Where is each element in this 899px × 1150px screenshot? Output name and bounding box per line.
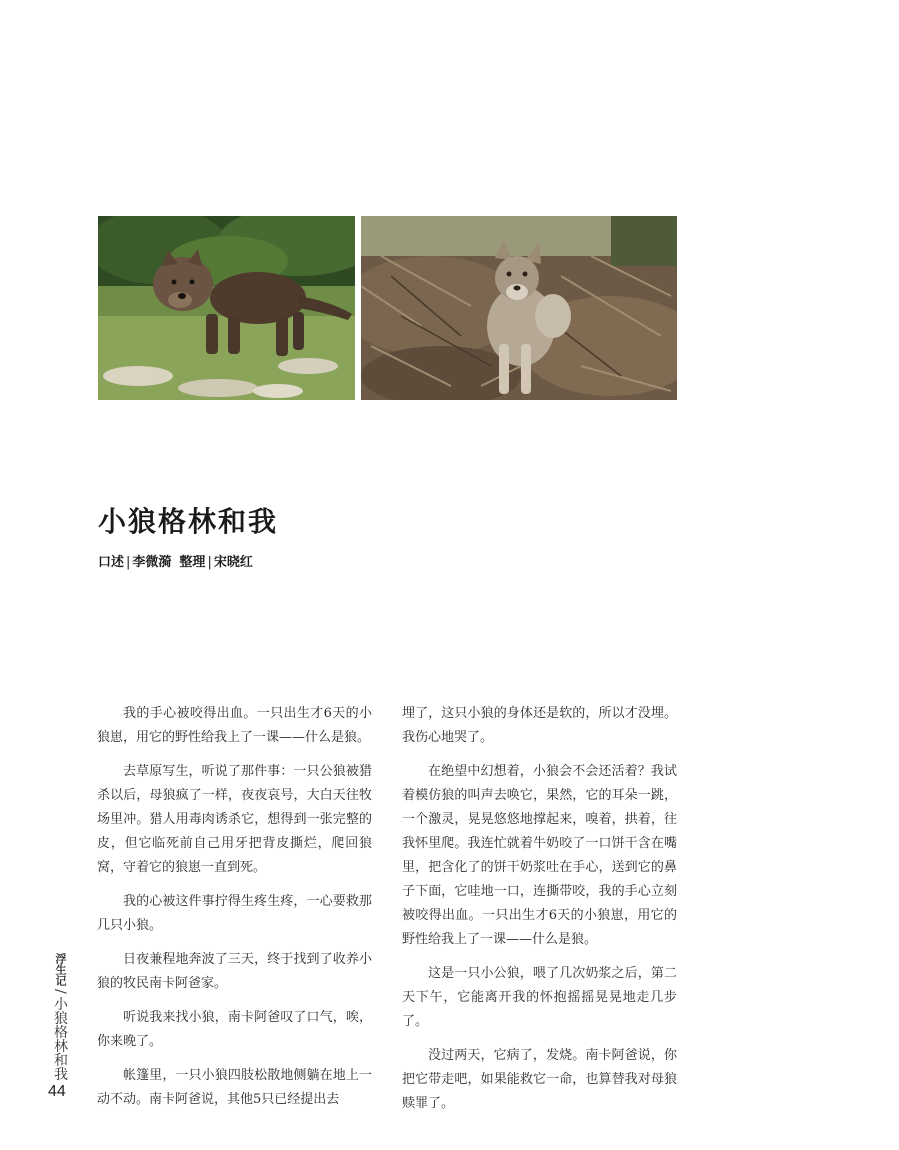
edit-label: 整理 [179,555,206,570]
paragraph: 听说我来找小狼，南卡阿爸叹了口气，唉，你来晚了。 [97,1010,372,1049]
running-title: 小狼格林和我 [52,996,68,1081]
paragraph: 没过两天，它病了，发烧。南卡阿爸说，你把它带走吧，如果能救它一命，也算替我对母狼赎罪了。 [402,1048,677,1111]
page-number: 44 [48,1083,66,1100]
paragraph: 这是一只小公狼，喂了几次奶浆之后，第二天下午，它能离开我的怀抱摇摇晃晃地走几步了。 [402,966,677,1029]
paragraph: 在绝望中幻想着，小狼会不会还活着？我试着模仿狼的叫声去唤它，果然，它的耳朵一跳，一个激灵，晃晃悠悠地撑起来，嗅着，拱着，往我怀里爬。我连忙就着牛奶咬了一口饼干含在嘴里，把含化了的饼干奶浆吐在手心，送到它的鼻子下面，它哇地一口，连撕带咬，我的手心立刻被咬得出血。一只出生才6天的小狼崽，用它的野性给我上了一课——什么是狼。 [402,764,677,947]
body-column-right [402,702,677,1126]
wolf-pup-photo [98,216,355,400]
section-name: 浮生记 [54,953,67,986]
narrator-name: 李微漪 [132,555,172,570]
body-column-left [97,702,372,1122]
section-separator: / [52,989,68,994]
paragraph: 帐篷里，一只小狼四肢松散地侧躺在地上一动不动。南卡阿爸说，其他5只已经提出去 [97,1068,372,1107]
narrate-label: 口述 [98,555,125,570]
paragraph: 日夜兼程地奔波了三天，终于找到了收养小狼的牧民南卡阿爸家。 [97,952,372,991]
running-header [52,953,68,1081]
young-wolf-photo [361,216,677,400]
editor-name: 宋晓红 [213,555,253,570]
byline-divider: | [126,555,131,570]
article-title: 小狼格林和我 [98,505,279,538]
paragraph: 我的心被这件事拧得生疼生疼，一心要救那几只小狼。 [97,894,372,933]
paragraph: 我的手心被咬得出血。一只出生才6天的小狼崽，用它的野性给我上了一课——什么是狼。 [97,706,372,745]
paragraph: 埋了，这只小狼的身体还是软的，所以才没埋。我伤心地哭了。 [402,706,677,745]
paragraph: 去草原写生，听说了那件事：一只公狼被猎杀以后，母狼疯了一样，夜夜哀号，大白天往牧场里冲。猎人用毒肉诱杀它，想得到一张完整的皮，但它临死前自己用牙把背皮撕烂，爬回狼窝，守着它的狼崽一直到死。 [97,764,372,875]
byline [98,551,253,570]
byline-divider: | [207,555,212,570]
